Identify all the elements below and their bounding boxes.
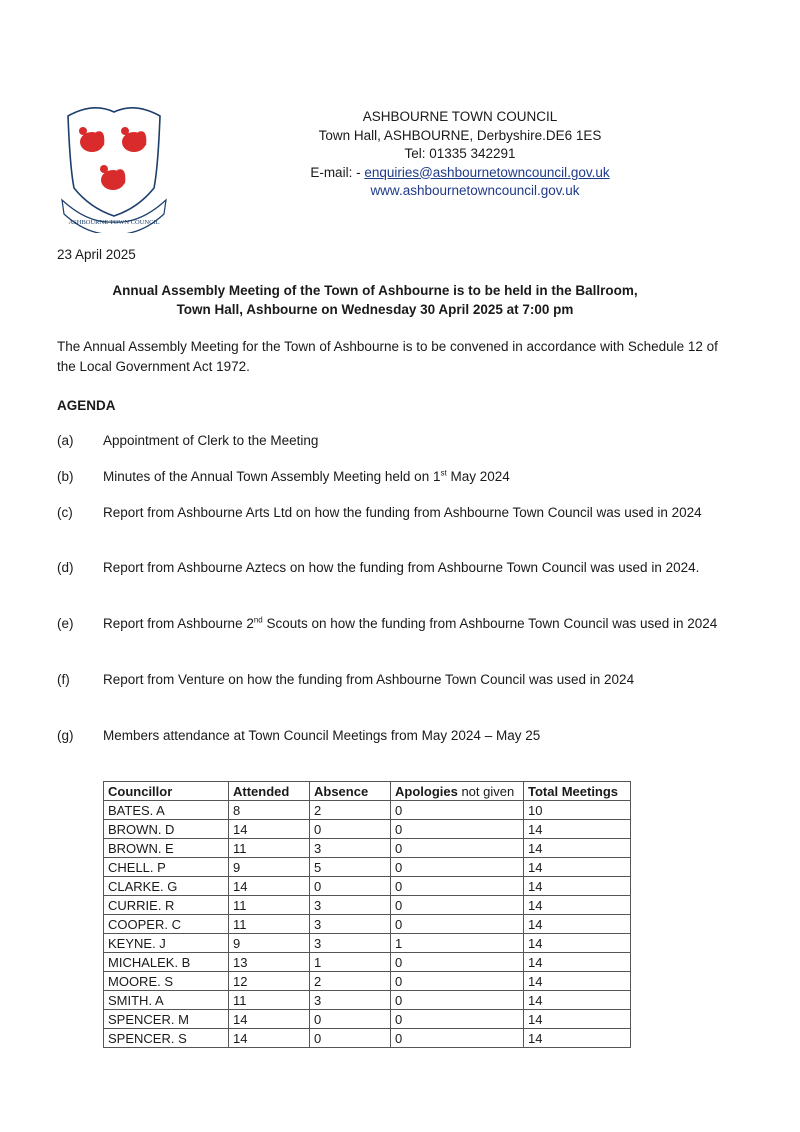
cell-councillor: CHELL. P <box>104 858 229 877</box>
col-header-councillor: Councillor <box>104 782 229 801</box>
col-header-apologies-bold: Apologies <box>395 783 458 799</box>
table-row <box>104 896 631 915</box>
attendance-table <box>103 781 631 1048</box>
cell-attended: 11 <box>229 839 310 858</box>
table-row <box>104 801 631 820</box>
cell-total-meetings: 10 <box>524 801 631 820</box>
website-link[interactable]: www.ashbournetowncouncil.gov.uk <box>370 183 580 198</box>
agenda-item-text: Report from Ashbourne Aztecs on how the funding from Ashbourne Town Council was used in 2024. <box>103 560 700 575</box>
col-header-attended: Attended <box>229 782 310 801</box>
cell-councillor: KEYNE. J <box>104 934 229 953</box>
cell-total-meetings: 14 <box>524 953 631 972</box>
meeting-title-line-2: Town Hall, Ashbourne on Wednesday 30 April 2025 at 7:00 pm <box>176 301 574 317</box>
cell-attended: 11 <box>229 896 310 915</box>
cell-total-meetings: 14 <box>524 991 631 1010</box>
ordinal-suffix: nd <box>253 615 263 625</box>
cell-attended: 11 <box>229 915 310 934</box>
table-row <box>104 991 631 1010</box>
agenda-item-text-part: Scouts on how the funding from Ashbourne Town Council was used in 2024 <box>262 616 718 631</box>
cell-attended: 8 <box>229 801 310 820</box>
cell-absence: 0 <box>310 820 391 839</box>
cell-councillor: SPENCER. M <box>104 1010 229 1029</box>
letter-date: 23 April 2025 <box>57 247 136 262</box>
table-row <box>104 915 631 934</box>
cell-total-meetings: 14 <box>524 858 631 877</box>
agenda-heading: AGENDA <box>57 398 116 413</box>
agenda-item-text-part: Minutes of the Annual Town Assembly Meeting held on 1 <box>103 469 441 484</box>
cell-absence: 2 <box>310 972 391 991</box>
agenda-item-letter: (a) <box>57 433 74 448</box>
cell-total-meetings: 14 <box>524 839 631 858</box>
cell-absence: 1 <box>310 953 391 972</box>
cell-absence: 3 <box>310 839 391 858</box>
agenda-item-d <box>57 558 717 598</box>
table-row <box>104 934 631 953</box>
cell-absence: 0 <box>310 1010 391 1029</box>
council-crest-logo <box>58 98 170 233</box>
agenda-item-text: Report from Ashbourne Arts Ltd on how the funding from Ashbourne Town Council was used in 2024 <box>103 505 702 520</box>
meeting-title <box>110 282 640 319</box>
cell-attended: 14 <box>229 1029 310 1048</box>
agenda-item-letter: (d) <box>57 560 74 575</box>
cell-apologies-not-given: 0 <box>391 858 524 877</box>
agenda-item-text <box>103 614 723 634</box>
table-row <box>104 839 631 858</box>
org-email-line <box>290 164 630 183</box>
crest-icon <box>58 98 170 233</box>
agenda-item-b <box>57 467 717 487</box>
cell-attended: 9 <box>229 858 310 877</box>
agenda-item-text: Report from Venture on how the funding from Ashbourne Town Council was used in 2024 <box>103 672 635 687</box>
cell-attended: 14 <box>229 1010 310 1029</box>
cell-councillor: BROWN. D <box>104 820 229 839</box>
cell-total-meetings: 14 <box>524 820 631 839</box>
agenda-item-f <box>57 670 717 690</box>
col-header-apologies <box>391 782 524 801</box>
cell-absence: 0 <box>310 1029 391 1048</box>
cell-apologies-not-given: 0 <box>391 972 524 991</box>
agenda-item-text: Members attendance at Town Council Meetings from May 2024 – May 25 <box>103 728 541 743</box>
table-row <box>104 820 631 839</box>
agenda-item-c <box>57 503 717 543</box>
cell-apologies-not-given: 0 <box>391 1010 524 1029</box>
agenda-item-text-part: Report from Ashbourne 2 <box>103 616 254 631</box>
cell-attended: 9 <box>229 934 310 953</box>
cell-apologies-not-given: 0 <box>391 801 524 820</box>
cell-total-meetings: 14 <box>524 934 631 953</box>
cell-absence: 2 <box>310 801 391 820</box>
cell-councillor: COOPER. C <box>104 915 229 934</box>
table-row <box>104 877 631 896</box>
agenda-item-a <box>57 431 717 451</box>
org-address: Town Hall, ASHBOURNE, Derbyshire.DE6 1ES <box>318 127 602 143</box>
cell-apologies-not-given: 0 <box>391 839 524 858</box>
table-row <box>104 972 631 991</box>
cell-absence: 3 <box>310 915 391 934</box>
agenda-item-text: Appointment of Clerk to the Meeting <box>103 433 319 448</box>
cell-apologies-not-given: 0 <box>391 1029 524 1048</box>
table-row <box>104 1010 631 1029</box>
cell-absence: 5 <box>310 858 391 877</box>
ordinal-suffix: st <box>440 468 447 478</box>
cell-total-meetings: 14 <box>524 896 631 915</box>
agenda-item-g <box>57 726 717 746</box>
attendance-table-body <box>104 801 631 1048</box>
cell-attended: 12 <box>229 972 310 991</box>
cell-attended: 11 <box>229 991 310 1010</box>
agenda-item-letter: (b) <box>57 469 74 484</box>
email-link[interactable]: enquiries@ashbournetowncouncil.gov.uk <box>364 164 610 180</box>
col-header-apologies-rest: not given <box>457 783 515 799</box>
cell-total-meetings: 14 <box>524 877 631 896</box>
cell-total-meetings: 14 <box>524 915 631 934</box>
cell-total-meetings: 14 <box>524 972 631 991</box>
cell-apologies-not-given: 0 <box>391 915 524 934</box>
cell-apologies-not-given: 0 <box>391 991 524 1010</box>
org-name: ASHBOURNE TOWN COUNCIL <box>362 109 558 124</box>
cell-councillor: SPENCER. S <box>104 1029 229 1048</box>
cell-absence: 3 <box>310 991 391 1010</box>
cell-apologies-not-given: 0 <box>391 820 524 839</box>
table-row <box>104 858 631 877</box>
col-header-total: Total Meetings <box>524 782 631 801</box>
col-header-absence: Absence <box>310 782 391 801</box>
org-telephone: Tel: 01335 342291 <box>404 146 516 161</box>
cell-councillor: BATES. A <box>104 801 229 820</box>
cell-absence: 0 <box>310 877 391 896</box>
cell-councillor: CLARKE. G <box>104 877 229 896</box>
cell-councillor: MICHALEK. B <box>104 953 229 972</box>
agenda-item-letter: (e) <box>57 616 74 631</box>
meeting-title-line-1: Annual Assembly Meeting of the Town of Ashbourne is to be held in the Ballroom, <box>112 283 638 298</box>
table-header-row <box>104 782 631 801</box>
table-row <box>104 953 631 972</box>
cell-attended: 14 <box>229 820 310 839</box>
intro-paragraph: The Annual Assembly Meeting for the Town of Ashbourne is to be convened in accordance with Schedule 12 of the Local Government Act 1972. <box>57 339 718 374</box>
cell-apologies-not-given: 0 <box>391 896 524 915</box>
cell-total-meetings: 14 <box>524 1029 631 1048</box>
agenda-item-text <box>103 467 723 487</box>
cell-absence: 3 <box>310 896 391 915</box>
letterhead <box>290 108 630 201</box>
agenda-item-letter: (f) <box>57 672 70 687</box>
agenda-item-text-part: May 2024 <box>446 469 510 484</box>
cell-councillor: MOORE. S <box>104 972 229 991</box>
cell-apologies-not-given: 1 <box>391 934 524 953</box>
cell-absence: 3 <box>310 934 391 953</box>
cell-total-meetings: 14 <box>524 1010 631 1029</box>
cell-councillor: CURRIE. R <box>104 896 229 915</box>
cell-apologies-not-given: 0 <box>391 877 524 896</box>
cell-councillor: BROWN. E <box>104 839 229 858</box>
cell-apologies-not-given: 0 <box>391 953 524 972</box>
cell-councillor: SMITH. A <box>104 991 229 1010</box>
cell-attended: 14 <box>229 877 310 896</box>
agenda-item-letter: (c) <box>57 505 73 520</box>
agenda-item-letter: (g) <box>57 728 74 743</box>
cell-attended: 13 <box>229 953 310 972</box>
email-label: E-mail: - <box>310 164 365 180</box>
table-row <box>104 1029 631 1048</box>
crest-ribbon-text: ASHBOURNE TOWN COUNCIL <box>68 219 160 226</box>
agenda-item-e <box>57 614 717 654</box>
